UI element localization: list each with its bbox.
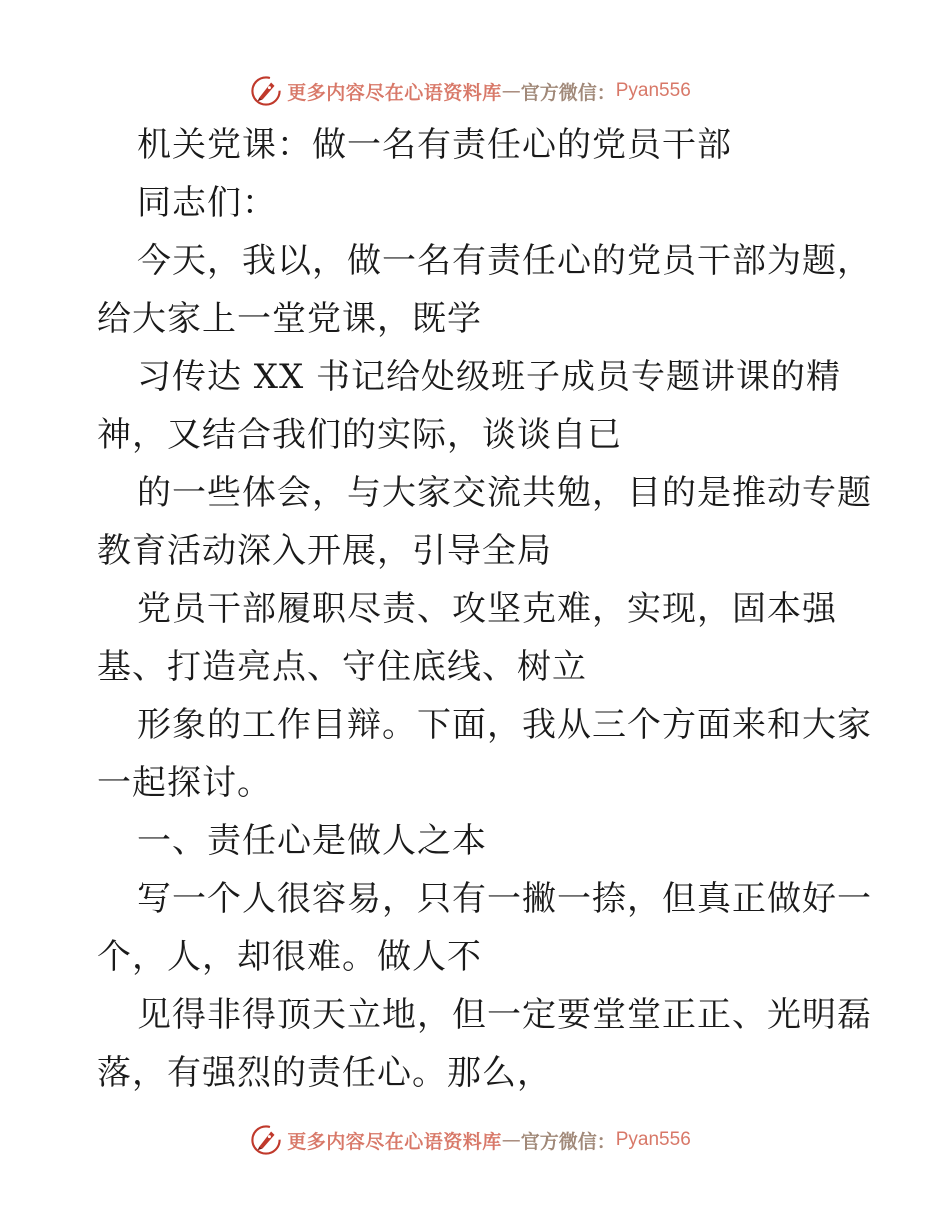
- paragraph-line: 神，又结合我们的实际，谈谈自已: [97, 415, 622, 455]
- pen-nib-logo-icon: [249, 74, 283, 108]
- document-title: 机关党课：做一名有责任心的党员干部: [137, 125, 732, 165]
- salutation: 同志们：: [137, 183, 277, 223]
- watermark-wechat-id: Pyan556: [615, 80, 691, 101]
- paragraph-line: 党员干部履职尽责、攻坚克难，实现，固本强: [137, 589, 837, 629]
- document-body: [97, 116, 877, 1102]
- paragraph-line: 给大家上一堂党课，既学: [97, 299, 482, 339]
- watermark-official-label: 官方微信：: [520, 81, 616, 104]
- watermark-official-label: 官方微信：: [520, 1130, 616, 1153]
- watermark-separator: —: [501, 1129, 521, 1151]
- paragraph-line: 形象的工作目辩。下面，我从三个方面来和大家: [137, 705, 872, 745]
- header-watermark-banner: [0, 71, 950, 111]
- paragraph-line: 今天，我以，做一名有责任心的党员干部为题，: [137, 241, 872, 281]
- paragraph-line: 的一些体会，与大家交流共勉，目的是推动专题: [137, 473, 872, 513]
- paragraph-line: 见得非得顶天立地，但一定要堂堂正正、光明磊: [137, 995, 872, 1035]
- watermark-wechat-id: Pyan556: [615, 1129, 691, 1150]
- paragraph-line: 一起探讨。: [97, 763, 272, 803]
- paragraph-line: 落，有强烈的责任心。那么，: [97, 1053, 552, 1093]
- watermark-brand-text: 更多内容尽在心语资料库: [287, 1130, 502, 1153]
- footer-watermark-banner: [0, 1120, 950, 1160]
- paragraph-line: 教育活动深入开展，引导全局: [97, 531, 552, 571]
- paragraph-line: 个，人，却很难。做人不: [97, 937, 482, 977]
- paragraph-line: 习传达 XX 书记给处级班子成员专题讲课的精: [137, 357, 842, 397]
- watermark-separator: —: [501, 80, 521, 102]
- paragraph-line: 基、打造亮点、守住底线、树立: [97, 647, 587, 687]
- watermark-brand-text: 更多内容尽在心语资料库: [287, 81, 502, 104]
- pen-nib-logo-icon: [249, 1123, 283, 1157]
- paragraph-line: 写一个人很容易，只有一撇一捺，但真正做好一: [137, 879, 872, 919]
- section-heading: 一、责任心是做人之本: [137, 821, 487, 861]
